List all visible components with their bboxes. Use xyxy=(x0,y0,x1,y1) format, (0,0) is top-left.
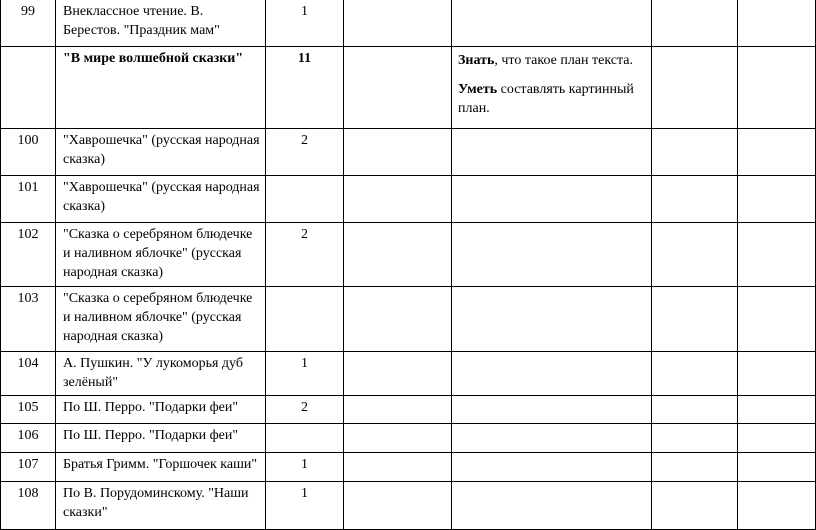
can-label: Уметь xyxy=(458,82,498,97)
hours-count: 2 xyxy=(266,129,344,176)
empty-cell xyxy=(652,0,738,47)
requirements-cell xyxy=(452,47,652,129)
empty-cell xyxy=(344,0,452,47)
empty-cell xyxy=(652,287,738,352)
row-number: 106 xyxy=(1,424,56,453)
empty-cell xyxy=(344,287,452,352)
empty-cell xyxy=(652,482,738,530)
empty-cell xyxy=(652,176,738,223)
empty-cell xyxy=(452,287,652,352)
empty-cell xyxy=(652,453,738,482)
lesson-topic: По Ш. Перро. "Подарки феи" xyxy=(56,424,266,453)
empty-cell xyxy=(344,396,452,424)
empty-cell xyxy=(344,176,452,223)
know-text: , что такое план текста. xyxy=(494,53,634,68)
empty-cell xyxy=(452,352,652,396)
empty-cell xyxy=(452,129,652,176)
empty-cell xyxy=(344,424,452,453)
know-label: Знать xyxy=(458,53,495,68)
section-row xyxy=(1,47,816,129)
empty-cell xyxy=(738,453,816,482)
hours-count: 1 xyxy=(266,352,344,396)
lesson-topic: По Ш. Перро. "Подарки феи" xyxy=(56,396,266,424)
table-row xyxy=(1,223,816,287)
row-number: 102 xyxy=(1,223,56,287)
table-row xyxy=(1,352,816,396)
hours-count xyxy=(266,287,344,352)
empty-cell xyxy=(344,453,452,482)
table-row xyxy=(1,424,816,453)
empty-cell xyxy=(652,424,738,453)
lesson-topic: Внеклассное чтение. В. Берестов. "Праздник мам" xyxy=(56,0,266,47)
can-requirement xyxy=(458,80,647,118)
lesson-topic: "Сказка о серебряном блюдечке и наливном яблочке" (русская народная сказка) xyxy=(56,287,266,352)
hours-count: 2 xyxy=(266,223,344,287)
lesson-topic: Братья Гримм. "Горшочек каши" xyxy=(56,453,266,482)
empty-cell xyxy=(344,129,452,176)
row-number: 105 xyxy=(1,396,56,424)
empty-cell xyxy=(738,352,816,396)
hours-count: 1 xyxy=(266,0,344,47)
row-number: 100 xyxy=(1,129,56,176)
table-row xyxy=(1,176,816,223)
hours-count: 1 xyxy=(266,453,344,482)
empty-cell xyxy=(738,176,816,223)
hours-count xyxy=(266,424,344,453)
empty-cell xyxy=(652,47,738,129)
table-row xyxy=(1,287,816,352)
empty-cell xyxy=(344,47,452,129)
empty-cell xyxy=(738,0,816,47)
lesson-topic: А. Пушкин. "У лукоморья дуб зелёный" xyxy=(56,352,266,396)
lesson-topic: "Хаврошечка" (русская народная сказка) xyxy=(56,129,266,176)
row-number: 108 xyxy=(1,482,56,530)
table-row xyxy=(1,0,816,47)
section-title: "В мире волшебной сказки" xyxy=(56,47,266,129)
empty-cell xyxy=(652,396,738,424)
row-number: 104 xyxy=(1,352,56,396)
empty-cell xyxy=(344,482,452,530)
hours-count xyxy=(266,176,344,223)
empty-cell xyxy=(652,129,738,176)
table-row xyxy=(1,482,816,530)
empty-cell xyxy=(738,129,816,176)
empty-cell xyxy=(1,47,56,129)
empty-cell xyxy=(738,47,816,129)
table-row xyxy=(1,129,816,176)
empty-cell xyxy=(738,287,816,352)
can-text: составлять картинный план. xyxy=(458,82,634,116)
table-row xyxy=(1,453,816,482)
empty-cell xyxy=(452,453,652,482)
know-requirement xyxy=(458,51,647,70)
empty-cell xyxy=(738,424,816,453)
empty-cell xyxy=(738,223,816,287)
empty-cell xyxy=(652,223,738,287)
lesson-topic: По В. Порудоминскому. "Наши сказки" xyxy=(56,482,266,530)
row-number: 99 xyxy=(1,0,56,47)
section-hours: 11 xyxy=(266,47,344,129)
lesson-topic: "Хаврошечка" (русская народная сказка) xyxy=(56,176,266,223)
empty-cell xyxy=(344,223,452,287)
empty-cell xyxy=(452,176,652,223)
empty-cell xyxy=(452,223,652,287)
empty-cell xyxy=(738,396,816,424)
empty-cell xyxy=(344,352,452,396)
hours-count: 1 xyxy=(266,482,344,530)
empty-cell xyxy=(452,424,652,453)
hours-count: 2 xyxy=(266,396,344,424)
empty-cell xyxy=(452,396,652,424)
empty-cell xyxy=(452,0,652,47)
empty-cell xyxy=(652,352,738,396)
table-row xyxy=(1,396,816,424)
empty-cell xyxy=(452,482,652,530)
lesson-topic: "Сказка о серебряном блюдечке и наливном яблочке" (русская народная сказка) xyxy=(56,223,266,287)
row-number: 103 xyxy=(1,287,56,352)
row-number: 107 xyxy=(1,453,56,482)
empty-cell xyxy=(738,482,816,530)
row-number: 101 xyxy=(1,176,56,223)
